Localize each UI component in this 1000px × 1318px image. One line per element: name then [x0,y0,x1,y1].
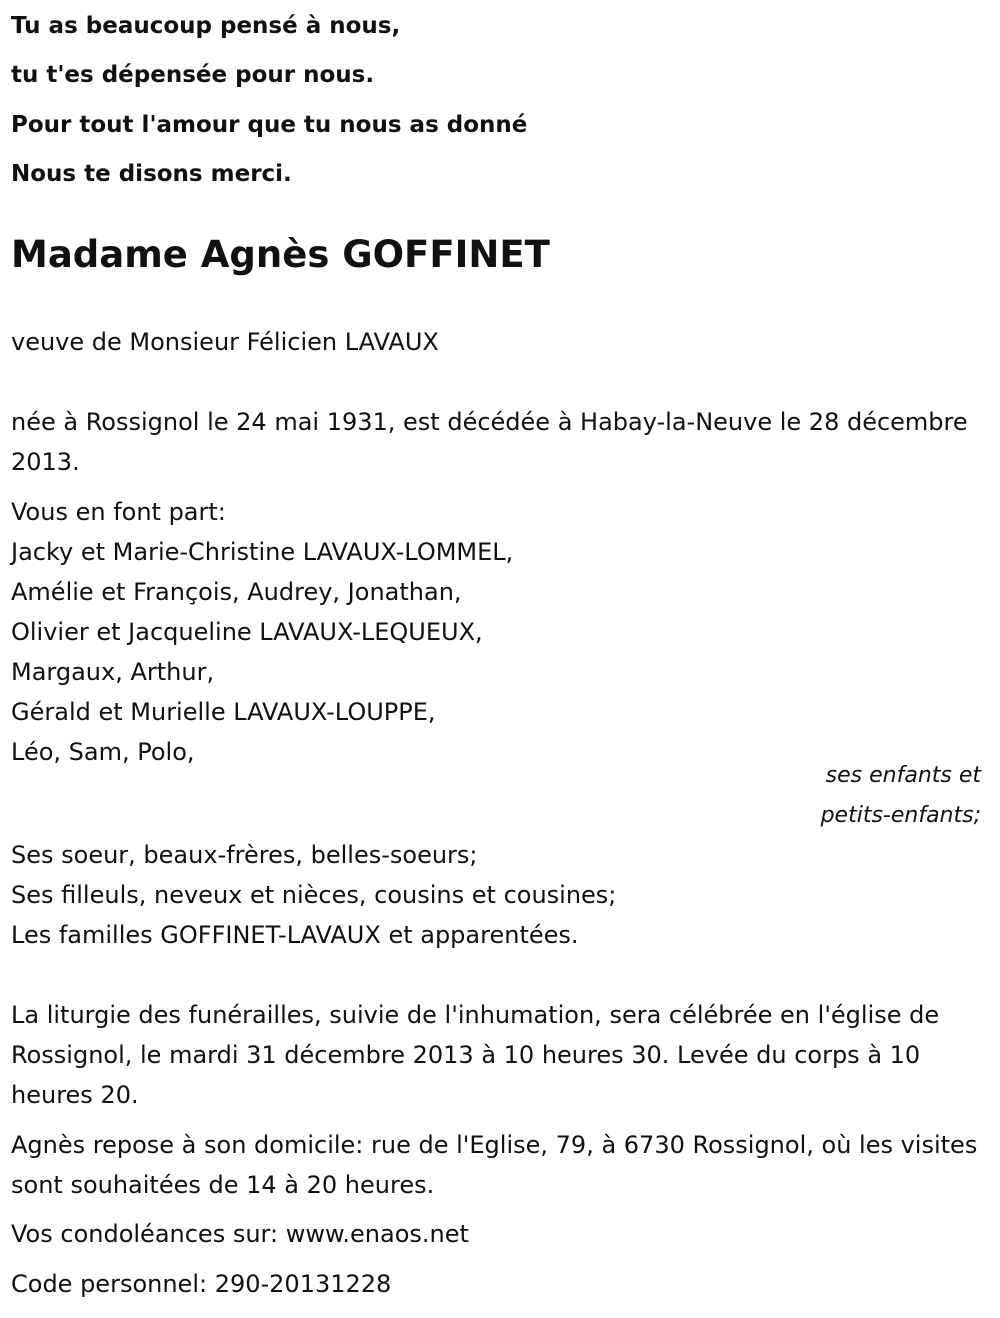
birth-death: née à Rossignol le 24 mai 1931, est décédée à Habay-la-Neuve le 28 décembre 2013. [11,408,968,476]
family-line: Gérald et Murielle LAVAUX-LOUPPE, [11,698,436,726]
family-relation-line-2: petits-enfants; [820,803,981,828]
liturgy-paragraph: La liturgie des funérailles, suivie de l'inhumation, sera célébrée en l'église de Rossignol, le mardi 31 décembre 2013 à 10 heures 30. Levée du corps à 10 heures 20. [11,1001,940,1109]
family-line: Jacky et Marie-Christine LAVAUX-LOMMEL, [11,538,514,566]
personal-code: Code personnel: 290-20131228 [11,1270,392,1298]
family-line: Léo, Sam, Polo, [11,738,195,766]
poem-line-3: Pour tout l'amour que tu nous as donné [11,112,528,138]
family-line: Olivier et Jacqueline LAVAUX-LEQUEUX, [11,618,483,646]
family-intro: Vous en font part: [11,498,226,526]
rest-paragraph: Agnès repose à son domicile: rue de l'Eglise, 79, à 6730 Rossignol, où les visites sont souhaitées de 14 à 20 heures. [11,1131,978,1199]
family-line: Amélie et François, Audrey, Jonathan, [11,578,462,606]
other-family-line: Ses soeur, beaux-frères, belles-soeurs; [11,841,478,869]
other-family-line: Les familles GOFFINET-LAVAUX et apparentées. [11,921,579,949]
poem-line-4: Nous te disons merci. [11,161,292,187]
poem-line-2: tu t'es dépensée pour nous. [11,62,375,88]
family-relation-line-1: ses enfants et [825,763,981,788]
widow-of: veuve de Monsieur Félicien LAVAUX [11,328,439,356]
other-family-line: Ses filleuls, neveux et nièces, cousins et cousines; [11,881,617,909]
condolences-line: Vos condoléances sur: www.enaos.net [11,1220,469,1248]
deceased-name: Madame Agnès GOFFINET [11,233,550,276]
poem-line-1: Tu as beaucoup pensé à nous, [11,13,401,39]
family-line: Margaux, Arthur, [11,658,215,686]
